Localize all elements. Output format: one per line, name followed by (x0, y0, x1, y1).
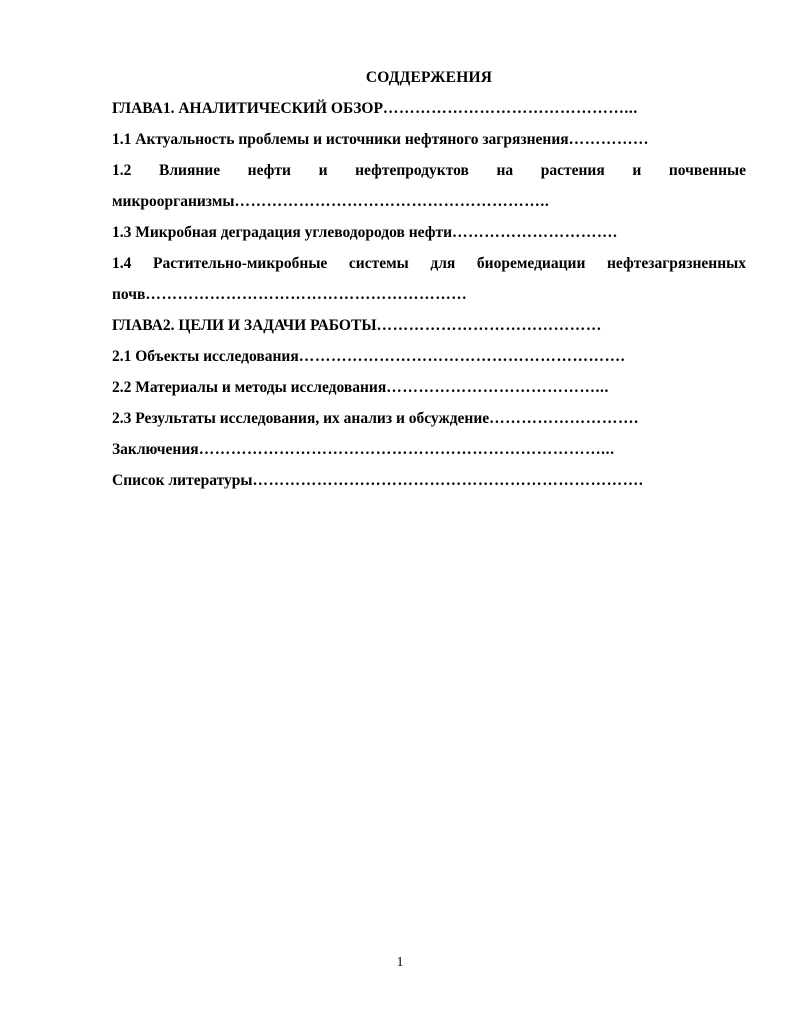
table-of-contents (112, 62, 750, 496)
toc-entry[interactable] (112, 248, 750, 310)
toc-entry-label: 1.2 Влияние нефти и нефтепродуктов на растения и почвенные микроорганизмы (112, 162, 750, 210)
toc-entry[interactable] (112, 93, 746, 124)
toc-entry[interactable] (112, 372, 746, 403)
toc-entry[interactable] (112, 341, 746, 372)
toc-entry-label: Заключения (112, 441, 199, 458)
toc-entry[interactable] (112, 310, 746, 341)
toc-dot-leader: …………………………. (452, 224, 618, 241)
toc-entry[interactable] (112, 434, 746, 465)
toc-entry[interactable] (112, 465, 746, 496)
toc-entry[interactable] (112, 155, 750, 217)
toc-dot-leader: …………………………………... (386, 379, 609, 396)
toc-entry-label: ГЛАВА1. АНАЛИТИЧЕСКИЙ ОБЗОР (112, 100, 383, 117)
toc-dot-leader: ………………………. (489, 410, 639, 427)
toc-dot-leader: ………………………………………... (382, 100, 638, 117)
toc-dot-leader: …………………………………………………………………... (198, 441, 615, 458)
toc-entry-label: 1.4 Растительно-микробные системы для биоремедиации нефтезагрязненных почв (112, 255, 750, 303)
toc-entry[interactable] (112, 217, 746, 248)
toc-dot-leader: ……………………………………………………. (298, 348, 626, 365)
toc-dot-leader: …………… (568, 131, 650, 148)
toc-entry-label: 2.3 Результаты исследования, их анализ и обсуждение (112, 410, 490, 427)
toc-entry-label: 1.3 Микробная деградация углеводородов нефти (112, 224, 453, 241)
toc-entry-label: Список литературы (112, 472, 253, 489)
page-number: 1 (396, 954, 404, 969)
toc-dot-leader: …………………………………… (376, 317, 602, 334)
toc-entry-label: 1.1 Актуальность проблемы и источники нефтяного загрязнения (112, 131, 569, 148)
toc-entry-label: ГЛАВА2. ЦЕЛИ И ЗАДАЧИ РАБОТЫ (112, 317, 377, 334)
page-title: СОДДЕРЖЕНИЯ (365, 69, 493, 86)
toc-entry[interactable] (112, 403, 746, 434)
toc-entry-label: 2.2 Материалы и методы исследования (112, 379, 387, 396)
toc-entry-list (112, 93, 750, 496)
toc-dot-leader: ………………………………………………………………. (252, 472, 644, 489)
toc-entry[interactable] (112, 124, 746, 155)
toc-entry-label: 2.1 Объекты исследования (112, 348, 299, 365)
toc-dot-leader: …………………………………………………… (145, 286, 468, 303)
toc-dot-leader: ………………………………………………….. (234, 193, 550, 210)
